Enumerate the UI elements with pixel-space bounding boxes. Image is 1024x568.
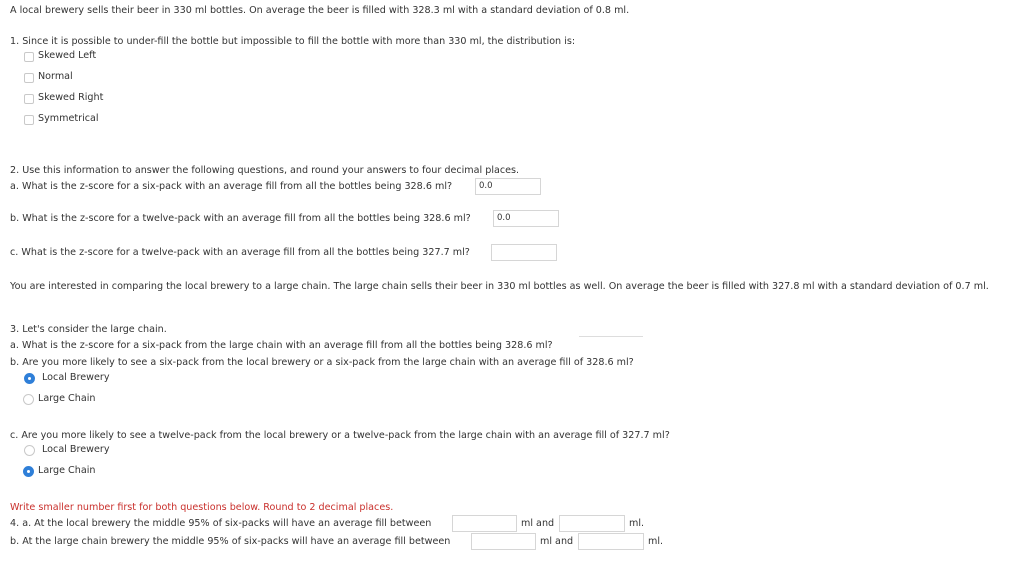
q3b-option-label: Large Chain <box>38 393 96 404</box>
intro-text: A local brewery sells their beer in 330 ml bottles. On average the beer is filled with 328.3 ml with a standard deviation of 0.8 ml. <box>10 5 630 16</box>
q4b-mid-label: ml and <box>540 536 574 547</box>
q1-option-symmetrical-checkbox[interactable] <box>24 115 34 125</box>
q2c-answer-input[interactable] <box>491 244 557 261</box>
q3b-large-chain-radio[interactable] <box>23 394 34 405</box>
q2a-answer-input[interactable]: 0.0 <box>475 178 541 195</box>
q2b-text: b. What is the z-score for a twelve-pack with an average fill from all the bottles being 328.6 ml? <box>10 213 471 224</box>
q4a-end-label: ml. <box>629 518 645 529</box>
q4b-high-input[interactable] <box>578 533 644 550</box>
q2c-text: c. What is the z-score for a twelve-pack with an average fill from all the bottles being 327.7 ml? <box>10 247 470 258</box>
q4b-end-label: ml. <box>648 536 664 547</box>
q1-option-normal-checkbox[interactable] <box>24 73 34 83</box>
q4b-text: b. At the large chain brewery the middle 95% of six-packs will have an average fill between <box>10 536 451 547</box>
q3c-option-label: Local Brewery <box>42 444 110 455</box>
q4a-low-input[interactable] <box>452 515 517 532</box>
q1-option-label: Skewed Right <box>38 92 104 103</box>
q1-option-label: Skewed Left <box>38 50 97 61</box>
q3a-answer-input[interactable] <box>579 336 643 337</box>
q4a-mid-label: ml and <box>521 518 555 529</box>
q3b-text: b. Are you more likely to see a six-pack from the local brewery or a six-pack from the large chain with an average fill of 328.6 ml? <box>10 357 634 368</box>
q2-question: 2. Use this information to answer the following questions, and round your answers to four decimal places. <box>10 165 520 176</box>
q1-question: 1. Since it is possible to under-fill the bottle but impossible to fill the bottle with more than 330 ml, the distribution is: <box>10 36 576 47</box>
q3-question: 3. Let's consider the large chain. <box>10 324 167 335</box>
q2b-answer-input[interactable]: 0.0 <box>493 210 559 227</box>
q1-option-skewed-left-checkbox[interactable] <box>24 52 34 62</box>
q3c-text: c. Are you more likely to see a twelve-pack from the local brewery or a twelve-pack from the large chain with an average fill of 327.7 ml? <box>10 430 670 441</box>
q4a-text: 4. a. At the local brewery the middle 95% of six-packs will have an average fill between <box>10 518 432 529</box>
q3c-large-chain-radio[interactable] <box>23 466 34 477</box>
q3c-option-label: Large Chain <box>38 465 96 476</box>
chain-intro-text: You are interested in comparing the local brewery to a large chain. The large chain sells their beer in 330 ml bottles as well. On average the beer is filled with 327.8 ml with a standard deviation of 0.7 ml. <box>10 281 989 292</box>
q2a-text: a. What is the z-score for a six-pack with an average fill from all the bottles being 328.6 ml? <box>10 181 453 192</box>
q4a-high-input[interactable] <box>559 515 625 532</box>
q1-option-label: Normal <box>38 71 73 82</box>
q3b-local-brewery-radio[interactable] <box>24 373 35 384</box>
q4-instruction: Write smaller number first for both questions below. Round to 2 decimal places. <box>10 502 394 513</box>
q1-option-skewed-right-checkbox[interactable] <box>24 94 34 104</box>
q3b-option-label: Local Brewery <box>42 372 110 383</box>
q3c-local-brewery-radio[interactable] <box>24 445 35 456</box>
q1-option-label: Symmetrical <box>38 113 99 124</box>
q4b-low-input[interactable] <box>471 533 536 550</box>
q3a-text: a. What is the z-score for a six-pack from the large chain with an average fill from all the bottles being 328.6 ml? <box>10 340 553 351</box>
